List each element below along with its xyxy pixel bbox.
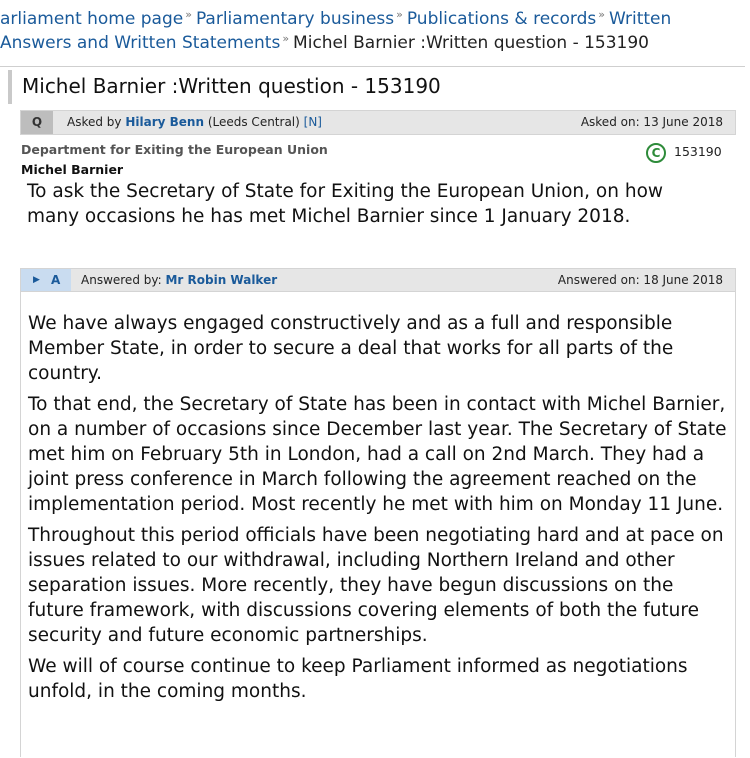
answered-on-date: Answered on: 18 June 2018 — [557, 273, 723, 287]
commons-icon: C — [646, 143, 666, 163]
answer-section — [20, 268, 736, 757]
question-uin — [646, 142, 722, 162]
breadcrumb-separator-icon: » — [598, 8, 605, 21]
answer-paragraph: Throughout this period officials have been negotiating hard and at pace on issues related to our withdrawal, including Northern Ireland and other separation issues. More recently, they have begun discussions on the future framework, with discussions covering elements of both the future security and future economic partnerships. — [28, 525, 724, 646]
question-topic: Michel Barnier — [21, 162, 124, 177]
answered-by-label: Answered by: — [81, 273, 162, 287]
answer-paragraph: To that end, the Secretary of State has been in contact with Michel Barnier, on a number of occasions since December last year. The Secretary of State met him on February 5th in London, had a call on 2nd March. They had a joint press conference in March following the agreement reached on the implementation period. Most recently he met with him on Monday 11 June. — [28, 394, 727, 515]
breadcrumb-separator-icon: » — [396, 8, 403, 21]
breadcrumb-link-parliamentary-business[interactable]: Parliamentary business — [195, 9, 395, 29]
member-link[interactable]: Hilary Benn — [125, 115, 204, 129]
breadcrumb-current: Michel Barnier :Written question - 153190 — [293, 33, 650, 51]
answer-toggle[interactable] — [21, 269, 71, 291]
question-meta-bar — [20, 110, 736, 135]
member-party-link[interactable]: [N] — [303, 115, 322, 129]
breadcrumb-line-1 — [0, 3, 745, 27]
breadcrumb-line-2 — [0, 27, 745, 51]
answer-paragraph: We will of course continue to keep Parliament informed as negotiations unfold, in the coming months. — [28, 656, 688, 702]
breadcrumb-separator-icon: » — [185, 8, 192, 21]
breadcrumb-link-publications-records[interactable]: Publications & records — [406, 9, 597, 29]
title-accent-tab — [8, 70, 12, 104]
answer-paragraph: We have always engaged constructively and as a full and responsible Member State, in order to secure a deal that works for all parts of the country. — [28, 313, 674, 384]
asked-by-label: Asked by — [67, 115, 122, 129]
minister-link[interactable]: Mr Robin Walker — [165, 273, 278, 287]
breadcrumb-link-written-answers[interactable]: Answers and Written Statements — [0, 33, 281, 51]
answer-badge: A — [51, 273, 61, 287]
answer-text — [28, 311, 728, 710]
asked-by — [67, 111, 322, 134]
answered-by — [81, 269, 277, 291]
question-badge: Q — [21, 111, 53, 134]
uin-number: 153190 — [674, 144, 722, 159]
question-text: To ask the Secretary of State for Exiting the European Union, on how many occasions he has met Michel Barnier since 1 January 2018. — [27, 181, 664, 227]
expand-triangle-icon[interactable]: ▶ — [33, 275, 40, 285]
answer-meta-bar — [21, 269, 735, 292]
breadcrumb-separator-icon: » — [282, 32, 290, 45]
title-bar — [0, 66, 745, 105]
breadcrumb — [0, 3, 745, 51]
constituency: (Leeds Central) — [207, 115, 300, 129]
breadcrumb-link-written[interactable]: Written — [608, 9, 672, 29]
asked-on-date: Asked on: 13 June 2018 — [580, 115, 723, 129]
page-title: Michel Barnier :Written question - 153190 — [22, 74, 441, 98]
department-name: Department for Exiting the European Union — [21, 142, 328, 157]
breadcrumb-link-home[interactable]: arliament home page — [0, 9, 184, 29]
